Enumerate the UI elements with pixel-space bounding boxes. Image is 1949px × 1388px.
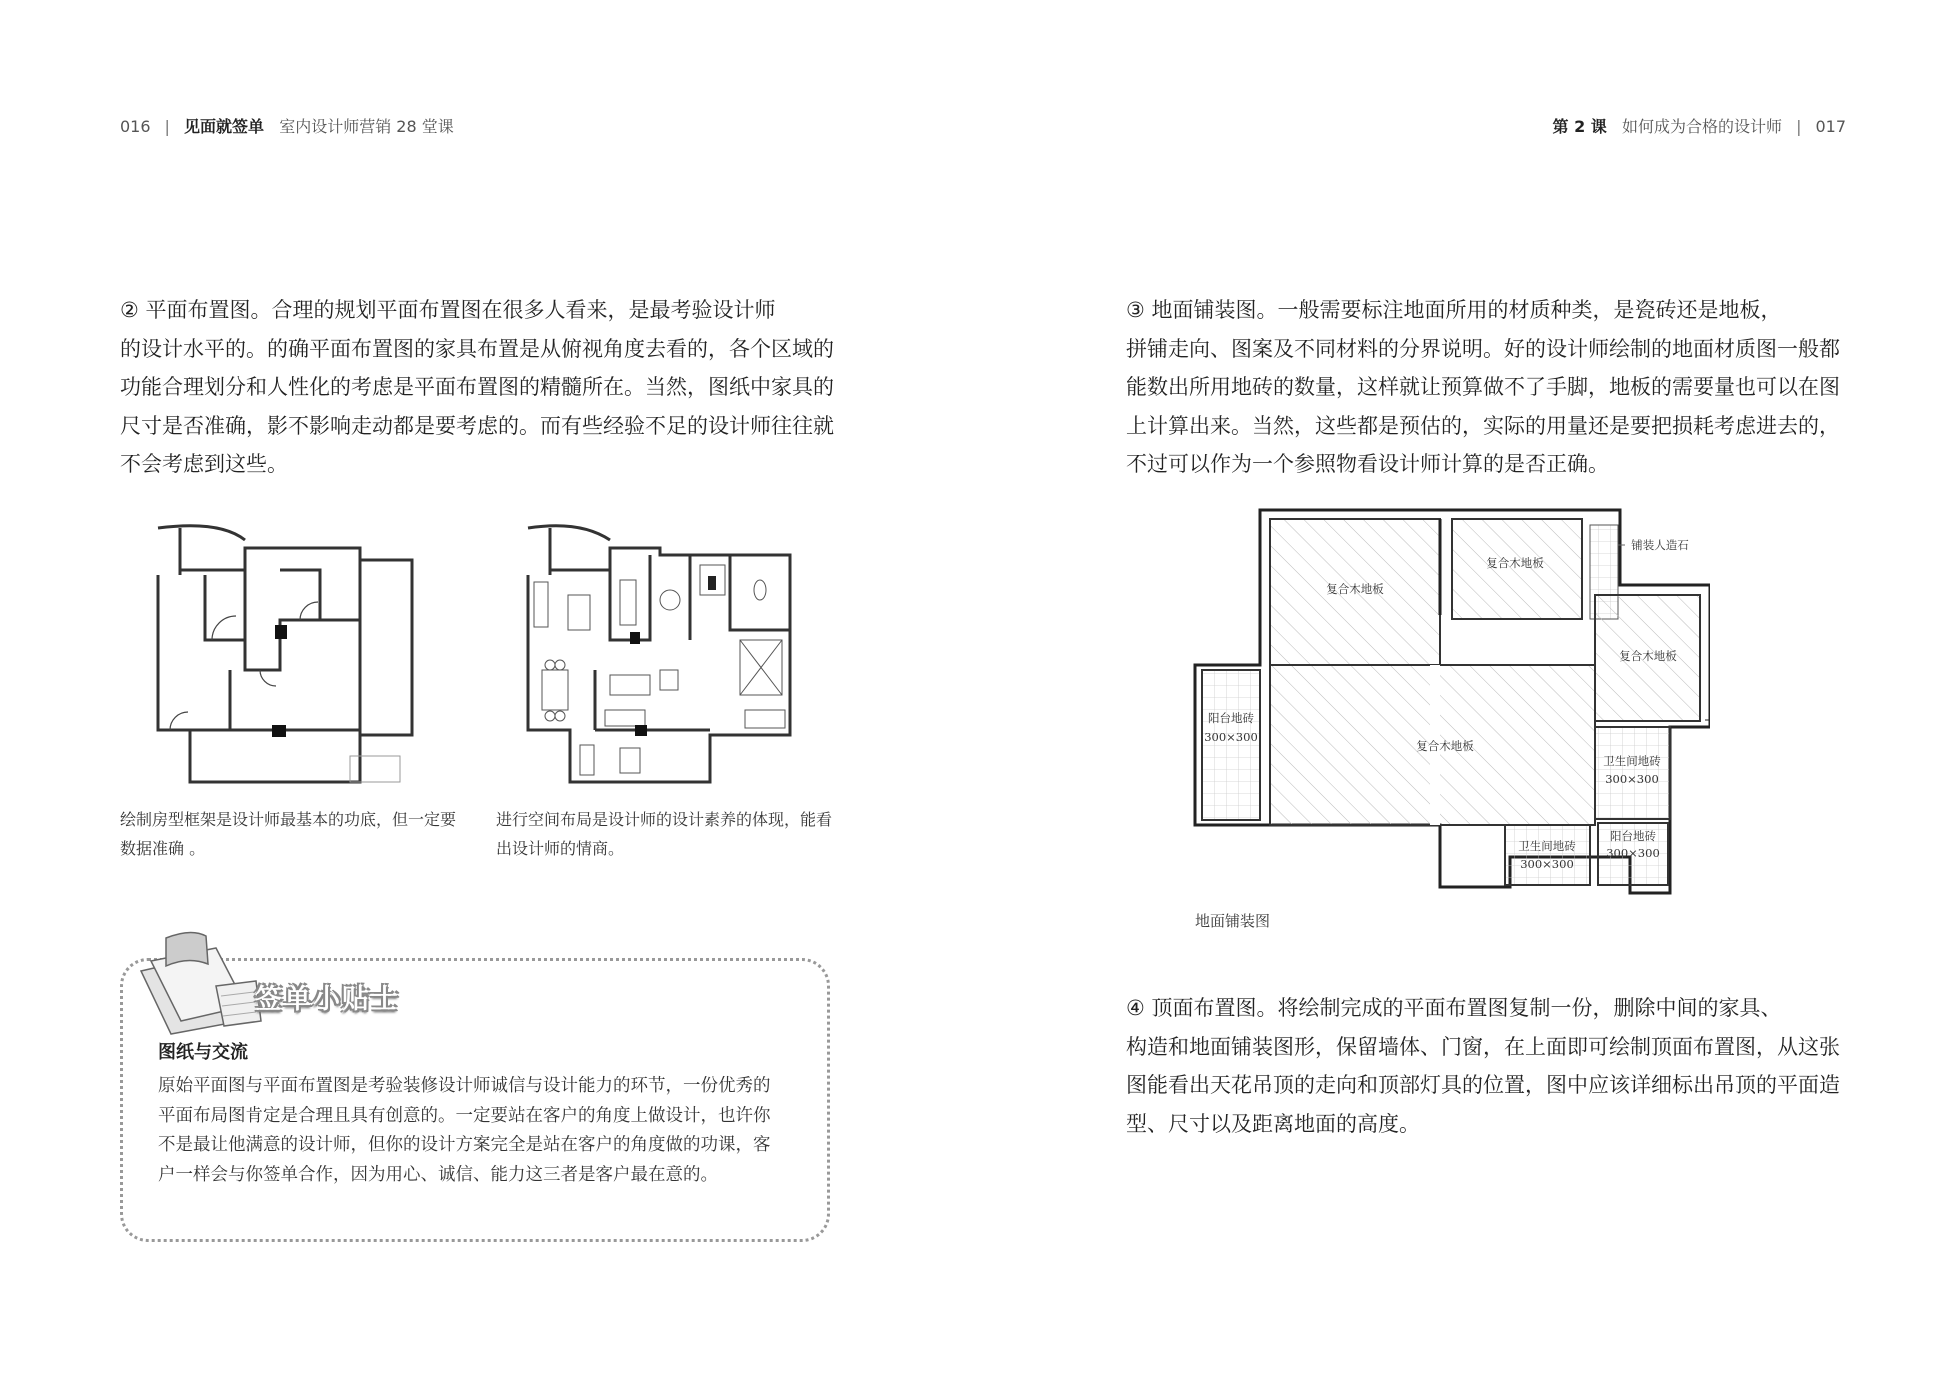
label-tile-size: 300×300 — [1204, 730, 1258, 744]
tip-line: 原始平面图与平面布置图是考验装修设计师诚信与设计能力的环节，一份优秀的 — [158, 1076, 771, 1096]
house-frame-plan-image — [150, 520, 415, 790]
lesson-title: 如何成为合格的设计师 — [1622, 117, 1783, 136]
tip-line: 户一样会与你签单合作，因为用心、诚信、能力这三者是客户最在意的。 — [158, 1164, 718, 1185]
text-line: ③ 地面铺装图。一般需要标注地面所用的材质种类，是瓷砖还是地板， — [1126, 298, 1782, 322]
section-floor-paving-text — [1126, 291, 1846, 484]
label-bathroom-tile: 卫生间地砖 — [1603, 754, 1661, 768]
text-line: 尺寸是否准确，影不影响走动都是要考虑的。而有些经验不足的设计师往往就 — [120, 413, 834, 438]
section-plan-layout-text — [120, 291, 840, 484]
label-bathroom-tile: 卫生间地砖 — [1518, 839, 1576, 853]
page-number: 016 — [120, 117, 151, 136]
page-number: 017 — [1815, 117, 1846, 136]
text-line: 构造和地面铺装图形，保留墙体、门窗，在上面即可绘制顶面布置图，从这张 — [1126, 1034, 1840, 1059]
label-wood-floor: 复合木地板 — [1416, 739, 1474, 753]
furniture-layout-plan-image — [520, 520, 800, 790]
label-tile-size: 300×300 — [1605, 772, 1659, 786]
text-line: 不过可以作为一个参照物看设计师计算的是否正确。 — [1126, 452, 1609, 476]
page-header-left — [120, 114, 454, 137]
figure-caption — [120, 805, 456, 863]
text-line: 上计算出来。当然，这些都是预估的，实际的用量还是要把损耗考虑进去的， — [1126, 413, 1840, 438]
text-line: ④ 顶面布置图。将绘制完成的平面布置图复制一份，删除中间的家具、 — [1126, 996, 1782, 1020]
tip-line: 不是最让他满意的设计师，但你的设计方案完全是站在客户的角度做的功课，客 — [158, 1135, 771, 1155]
floor-paving-plan-image — [1190, 505, 1710, 900]
caption-line: 绘制房型框架是设计师最基本的功底，但一定要 — [120, 810, 457, 829]
text-line: 能数出所用地砖的数量，这样就让预算做不了手脚，地板的需要量也可以在图 — [1126, 375, 1840, 399]
label-balcony-tile: 阳台地砖 — [1208, 711, 1254, 725]
label-artificial-stone: 铺装人造石 — [1631, 538, 1689, 552]
caption-line: 出设计师的情商。 — [496, 839, 625, 858]
text-line: 功能合理划分和人性化的考虑是平面布置图的精髓所在。当然，图纸中家具的 — [120, 375, 834, 399]
documents-illustration-icon — [136, 926, 266, 1036]
label-wood-floor: 复合木地板 — [1619, 649, 1677, 663]
text-line: 拼铺走向、图案及不同材料的分界说明。好的设计师绘制的地面材质图一般都 — [1126, 336, 1840, 361]
book-subtitle: 室内设计师营销 28 堂课 — [279, 117, 454, 136]
floor-paving-caption: 地面铺装图 — [1195, 912, 1271, 930]
caption-line: 数据准确 。 — [120, 839, 206, 858]
text-line: 不会考虑到这些。 — [120, 452, 288, 476]
lesson-number: 第 2 课 — [1552, 117, 1607, 136]
text-line: 的设计水平的。的确平面布置图的家具布置是从俯视角度去看的，各个区域的 — [120, 336, 834, 361]
label-balcony-tile: 阳台地砖 — [1610, 829, 1656, 843]
text-line: 图能看出天花吊顶的走向和顶部灯具的位置，图中应该详细标出吊顶的平面造 — [1126, 1073, 1840, 1097]
text-line: ② 平面布置图。合理的规划平面布置图在很多人看来，是最考验设计师 — [120, 298, 776, 322]
tip-box-text — [158, 1072, 771, 1190]
section-ceiling-layout-text — [1126, 989, 1846, 1143]
book-title: 见面就签单 — [183, 117, 264, 136]
label-wood-floor: 复合木地板 — [1326, 582, 1384, 596]
text-line: 型、尺寸以及距离地面的高度。 — [1126, 1111, 1420, 1136]
caption-line: 进行空间布局是设计师的设计素养的体现，能看 — [496, 810, 833, 829]
label-tile-size: 300×300 — [1520, 857, 1574, 871]
page-header-right — [1553, 114, 1847, 137]
label-wood-floor: 复合木地板 — [1486, 556, 1544, 570]
figure-caption — [496, 805, 832, 863]
tip-box-title: 签单小贴士 — [255, 984, 400, 1015]
tip-box-subtitle: 图纸与交流 — [158, 1042, 248, 1063]
header-separator: | — [1796, 117, 1802, 136]
label-tile-size: 300×300 — [1606, 846, 1660, 860]
header-separator: | — [164, 117, 170, 136]
tip-line: 平面布局图肯定是合理且具有创意的。一定要站在客户的角度上做设计，也许你 — [158, 1105, 771, 1126]
